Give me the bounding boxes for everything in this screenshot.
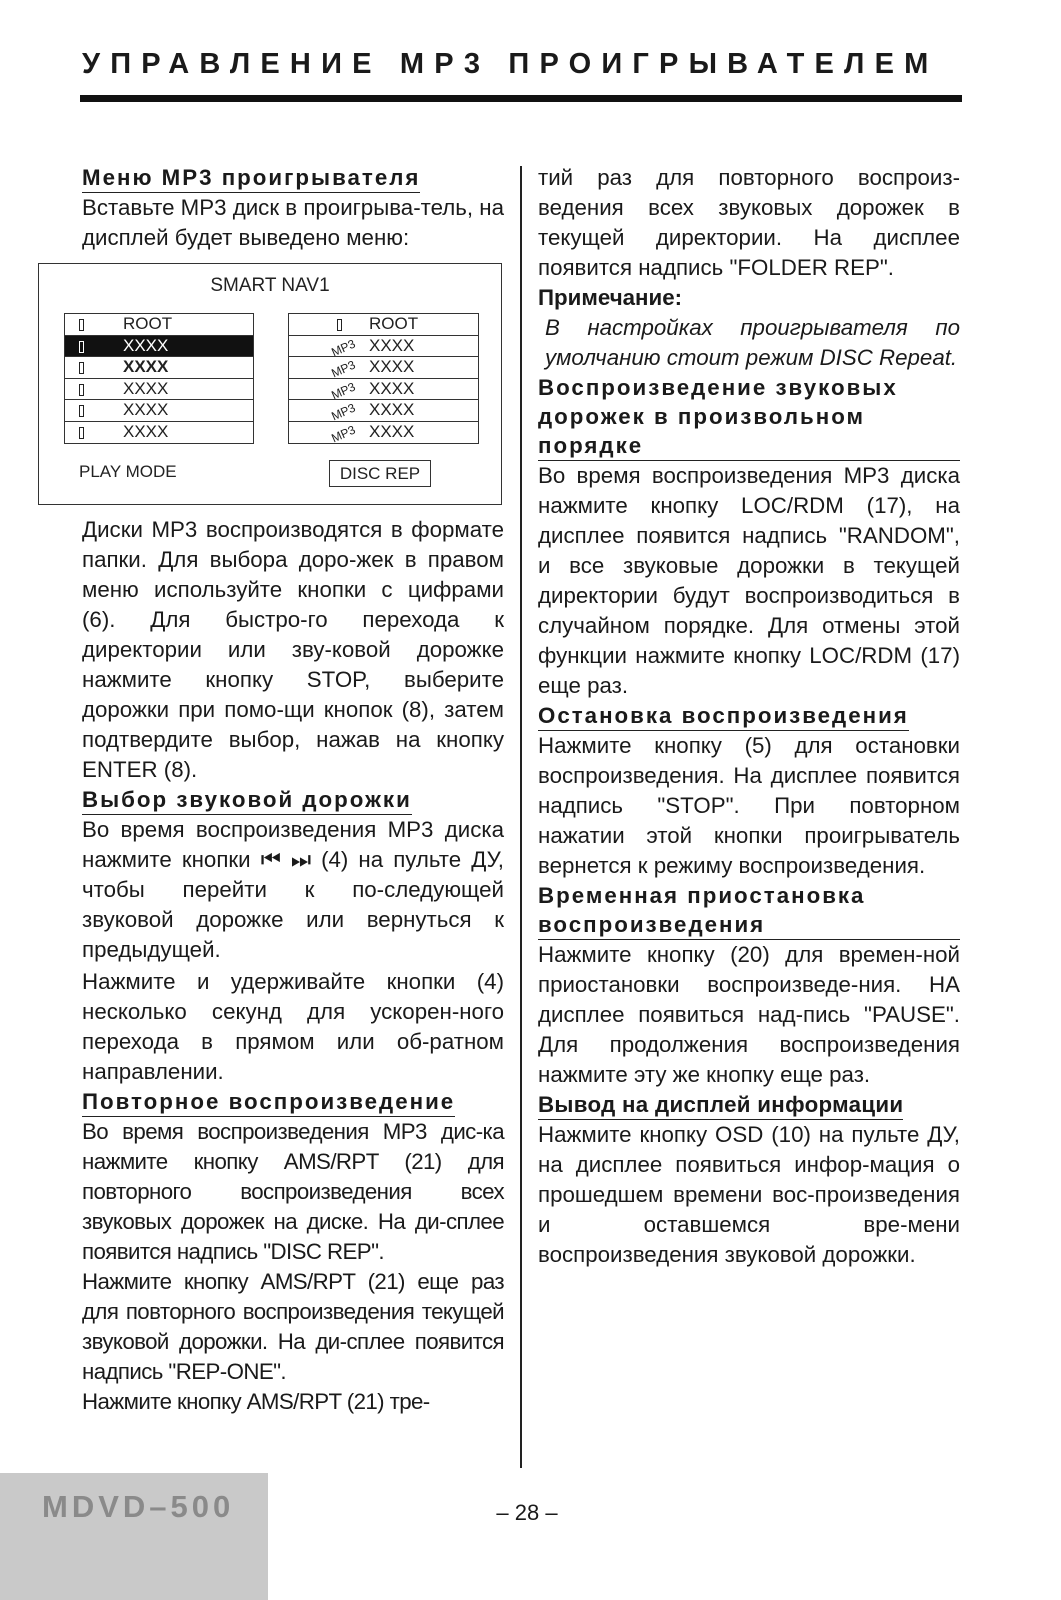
pause-heading: Временная приостановка воспроизведения [538,881,960,940]
stop-heading: Остановка воспроизведения [538,701,909,731]
next-track-icon: ⏭ [290,847,311,872]
folder-row: XXXX [65,422,253,444]
track-row: MP3 XXXX [289,422,478,444]
track-select-heading: Выбор звуковой дорожки [82,785,412,815]
osd-heading: Вывод на дисплей информации [538,1090,903,1120]
osd-paragraph: Нажмите кнопку OSD (10) на пульте ДУ, на дисплее появиться инфор-мация о прошедшем времени вос-произведения и оставшемся вре-мени воспроизведения звуковой дорожки. [538,1122,960,1267]
menu-heading: Меню MP3 проигрывателя [82,163,420,193]
folder-row: XXXX [65,379,253,401]
folder-row: ROOT [65,314,253,336]
left-column [79,163,505,1417]
random-paragraph: Во время воспроизведения MP3 диска нажмите кнопку LOC/RDM (17), на дисплее появится надпись "RANDOM", и все звуковые дорожки в текущей директории будут воспроизводиться в случайном порядке. Для отмены этой функции нажмите кнопку LOC/RDM (17) еще раз. [538,463,960,698]
note-heading: Примечание: [538,285,683,310]
folder-list [64,313,254,444]
folder-icon [79,319,84,331]
random-heading: Воспроизведение звуковых дорожек в произвольном порядке [538,373,960,461]
folder-icon [337,319,342,331]
track-row: ROOT [289,314,478,336]
page-number: – 28 – [496,1500,558,1525]
mp3-file-icon: MP3 [329,379,358,402]
folder-row-selected: XXXX [65,336,253,358]
repeat-heading: Повторное воспроизведение [82,1087,455,1117]
column-divider [520,166,522,1468]
folder-format-paragraph: Диски MP3 воспроизводятся в формате папки. Для выбора доро-жек в правом меню используйте кнопки с цифрами (6). Для быстро-го перехода к директории или зву-ковой дорожке нажмите кнопку STOP, выберите дорожки при помо-щи кнопок (8), затем подтвердите выбор, нажав на кнопку ENTER (8). [82,517,504,782]
menu-intro-paragraph: Вставьте MP3 диск в проигрыва-тель, на дисплей будет выведено меню: [82,195,504,250]
folder-icon [79,427,84,439]
fast-search-paragraph: Нажмите и удерживайте кнопки (4) несколько секунд для ускорен-ного перехода в прямом или об-ратном направлении. [82,969,504,1084]
previous-track-icon: ⏮ [260,847,281,872]
repeat-paragraph-2: Нажмите кнопку AMS/RPT (21) еще раз для повторного воспроизведения текущей звуковой дорожки. На ди-сплее появится надпись "REP-ONE". [82,1269,504,1384]
pause-paragraph: Нажмите кнопку (20) для времен-ной приостановки воспроизведе-ния. НА дисплее появиться над-пись "PAUSE". Для продолжения воспроизведения нажмите эту же кнопку еще раз. [538,942,960,1087]
folder-row: XXXX [65,357,253,379]
track-row: MP3 XXXX [289,400,478,422]
repeat-continued-paragraph: тий раз для повторного воспроиз-ведения всех звуковых дорожек в текущей директории. На дисплее появится надпись "FOLDER REP". [538,165,960,280]
folder-icon [79,384,84,396]
title-rule [80,95,962,102]
track-list [288,313,479,444]
model-name: MDVD–500 [42,1489,235,1524]
display-title: SMART NAV1 [210,275,330,296]
folder-icon [79,341,84,353]
stop-paragraph: Нажмите кнопку (5) для остановки воспроизведения. На дисплее появится надпись "STOP". При повторном нажатии этой кнопки проигрыватель вернется к режиму воспроизведения. [538,733,960,878]
mp3-file-icon: MP3 [329,357,358,381]
track-row: MP3 XXXX [289,357,478,379]
mp3-file-icon: MP3 [329,422,358,445]
folder-icon [79,362,84,374]
track-row: MP3 XXXX [289,379,478,401]
track-row: MP3 XXXX [289,336,478,358]
mp3-file-icon: MP3 [329,336,358,359]
mp3-file-icon: MP3 [329,400,358,424]
disc-rep-box: DISC REP [329,460,431,487]
track-select-paragraph: Во время воспроизведения MP3 диска нажмите кнопки ⏮ ⏭ (4) на пульте ДУ, чтобы перейти к по-следующей звуковой дорожке или вернуться к предыдущей. [82,817,505,962]
play-mode-label: PLAY MODE [79,462,177,481]
repeat-paragraph-3: Нажмите кнопку AMS/RPT (21) тре- [82,1389,430,1414]
right-column [538,163,960,1270]
page-title: УПРАВЛЕНИЕ MP3 ПРОИГРЫВАТЕЛЕМ [82,48,939,80]
folder-icon [79,405,84,417]
folder-row: XXXX [65,400,253,422]
repeat-paragraph-1: Во время воспроизведения MP3 дис-ка нажмите кнопку AMS/RPT (21) для повторного воспроизведения всех звуковых дорожек на диске. На ди-сплее появится надпись "DISC REP". [82,1119,504,1264]
note-text: В настройках проигрывателя по умолчанию стоит режим DISC Repeat. [545,315,960,370]
mp3-menu-display [38,263,502,505]
